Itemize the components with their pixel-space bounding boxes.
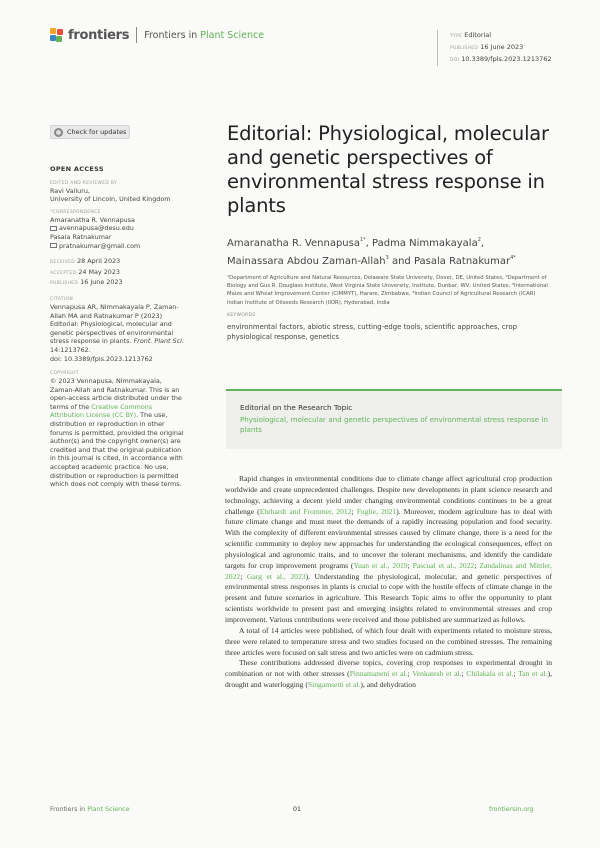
correspondence-block xyxy=(50,209,185,250)
accepted-label: ACCEPTED xyxy=(50,270,77,276)
research-topic-link[interactable]: Physiological, molecular and genetic perspectives of environmental stress response in plants xyxy=(240,415,548,434)
author-sep: , xyxy=(365,238,373,249)
citation-text: Vennapusa AR, Nimmakayala P, Zaman-Allah MA and Ratnakumar P (2023) Editorial: Physiological, molecular and genetic perspectives of environmental stress response in plants. xyxy=(50,302,179,346)
open-access-label: OPEN ACCESS xyxy=(50,165,104,173)
correspondent-name: Pasala Ratnakumar xyxy=(50,232,112,241)
text-span: Rapid changes in environmental conditions due to climate change affect agricultural crop production worldwide and create unprecedented challenges. Despite new developments in plant science research and technology, achieving a decent yield under changing environmental conditions continues to be a great challenge ( xyxy=(225,474,552,516)
footer-journal-name[interactable]: Plant Science xyxy=(87,806,130,813)
published-label: PUBLISHED xyxy=(450,46,479,51)
journal-name xyxy=(144,30,264,41)
copyright-label: COPYRIGHT xyxy=(50,371,79,377)
citation-link[interactable]: Pascual et al., 2022 xyxy=(412,560,475,570)
citation-link[interactable]: Tan et al. xyxy=(518,669,548,679)
accepted-value: 24 May 2023 xyxy=(78,267,120,276)
correspondence-label: *CORRESPONDENCE xyxy=(50,209,101,215)
edited-label: EDITED AND REVIEWED BY xyxy=(50,180,118,186)
frontiers-logo-icon xyxy=(50,28,64,42)
citation-link[interactable]: Zandalinas and Mittler, 2022 xyxy=(225,560,553,581)
crossmark-icon xyxy=(54,128,63,137)
doi-link[interactable]: 10.3389/fpls.2023.1213762 xyxy=(461,55,552,63)
citation-link[interactable]: Chilakala et al. xyxy=(466,669,514,679)
email-link[interactable]: avennapusa@desu.edu xyxy=(59,224,134,233)
author-sup: 2 xyxy=(477,237,481,243)
editor-name: Ravi Valluru, xyxy=(50,186,90,195)
text-span: ; xyxy=(461,669,467,679)
dates-block xyxy=(50,257,185,289)
page-number: 01 xyxy=(293,806,302,813)
edited-by-block xyxy=(50,180,185,204)
text-span: ). Moreover, modern agriculture has to deal with future climate change and must meet the demands of a rapidly increasing population and food security. With the complexity of different environmental stresses caused by climate change, there is a need for the scientific community to deploy new approaches for understanding the ecological consequences, effect on physiological and agronomic traits, and to uncover the tolerant mechanisms, and identify the candidate targets for crop improvement programs ( xyxy=(225,506,552,570)
mail-icon xyxy=(50,243,57,248)
paragraph xyxy=(225,474,552,626)
journal-prefix: Frontiers in xyxy=(144,29,198,41)
text-span: ; xyxy=(407,560,413,570)
citation-link[interactable]: Fuglie, 2021 xyxy=(356,506,397,516)
text-span: ), and dehydration xyxy=(360,680,416,690)
author-sep: and xyxy=(388,256,414,267)
text-span: ; xyxy=(407,669,413,679)
author-name[interactable]: Padma Nimmakayala xyxy=(372,238,478,249)
footer-journal xyxy=(50,806,129,813)
author-sup: 4* xyxy=(510,255,516,261)
citation-block xyxy=(50,296,185,363)
research-topic-box xyxy=(226,389,562,449)
check-updates-label: Check for updates xyxy=(67,127,127,136)
text-span: ; xyxy=(240,571,247,581)
license-link[interactable]: Creative Commons Attribution License (CC BY) xyxy=(50,402,153,420)
author-name[interactable]: Mainassara Abdou Zaman-Allah xyxy=(227,256,386,267)
copyright-text-end: . The use, distribution or reproduction in other forums is permitted, provided the original author(s) and the copyright owner(s) are credited and that the original publication in this journal is cited, in accordance with accepted academic practice. No use, distribution or reproduction is permitted which does not comply with these terms. xyxy=(50,411,184,489)
header-divider xyxy=(136,27,137,43)
citation-link[interactable]: Pinnamaneni et al. xyxy=(349,669,408,679)
author-list xyxy=(227,233,552,269)
affiliations: ¹Department of Agriculture and Natural Resources, Delaware State University, Dover, DE, United States, ²Department of Biology and Gus R. Douglass Institute, West Virginia State University, Institute, Dunbar, WV, United States, ³International Maize and Wheat Improvement Center (CIMMYT), Harare, Zimbabwe, ⁴Indian Council of Agricultural Research (ICAR) Indian Institute of Oilseeds Research (IIOR), Hyderabad, India xyxy=(227,275,548,306)
citation-volume: 14:1213762. xyxy=(50,345,91,354)
published-value: 16 June 2023 xyxy=(80,278,123,287)
citation-link[interactable]: Garg et al., 2023 xyxy=(246,571,306,581)
author-sup: 3 xyxy=(385,255,389,261)
research-topic-label: Editorial on the Research Topic xyxy=(240,403,353,412)
text-span: ). Understanding the physiological, molecular, and genetic perspectives of environmental stress responses in plants is crucial to cope with the hostile effects of climate change in the present and future scenarios in agriculture. This Research Topic aims to offer the opportunity to plant scientists worldwide to present past and emerging insights related to environmental stresses and crop improvement. Various contributions were received and those published are summarized as follows. xyxy=(225,571,553,624)
article-meta xyxy=(437,30,552,66)
author-name[interactable]: Amaranatha R. Vennapusa xyxy=(227,238,360,249)
paragraph: A total of 14 articles were published, of which four dealt with experiments related to moisture stress, three were related to temperature stress and two studies focused on the combined stresses. The remaining three articles were focused on salt stress and two articles were on cadmium stress. xyxy=(225,625,552,657)
citation-link[interactable]: Yuan et al., 2019 xyxy=(353,560,408,570)
citation-label: CITATION xyxy=(50,296,73,302)
article-body xyxy=(225,474,552,691)
mail-icon xyxy=(50,226,57,231)
email-link[interactable]: pratnakumar@gmail.com xyxy=(59,241,141,250)
copyright-block xyxy=(50,370,185,489)
author-name[interactable]: Pasala Ratnakumar xyxy=(413,256,511,267)
article-title: Editorial: Physiological, molecular and genetic perspectives of environmental stress response in plants xyxy=(227,122,549,217)
author-sep: , xyxy=(480,238,485,249)
citation-journal: Front. Plant Sci. xyxy=(133,337,184,346)
received-label: RECEIVED xyxy=(50,260,76,266)
text-span: ; xyxy=(474,560,480,570)
text-span: ), drought and waterlogging ( xyxy=(225,669,553,690)
type-label: TYPE xyxy=(450,34,463,39)
doi-label: DOI xyxy=(450,58,460,63)
correspondent-name: Amaranatha R. Vennapusa xyxy=(50,215,135,224)
published-label: PUBLISHED xyxy=(50,281,79,287)
keywords-label: KEYWORDS xyxy=(227,312,256,318)
author-sup: 1* xyxy=(359,237,366,243)
footer-site-link[interactable]: frontiersin.org xyxy=(489,806,534,813)
journal-title: Plant Science xyxy=(200,29,265,41)
copyright-text: © 2023 Vennapusa, Nimmakayala, Zaman-Allah and Ratnakumar. This is an open-access article distributed under the terms of the xyxy=(50,377,182,411)
text-span: ; xyxy=(513,669,519,679)
editor-affiliation: University of Lincoln, United Kingdom xyxy=(50,195,171,204)
citation-link[interactable]: Ehrhardt and Frommer, 2012 xyxy=(259,506,352,516)
citation-doi[interactable]: doi: 10.3389/fpls.2023.1213762 xyxy=(50,354,153,363)
citation-link[interactable]: Venkatesh et al. xyxy=(412,669,462,679)
brand-name: frontiers xyxy=(68,27,130,43)
footer-journal-prefix: Frontiers in xyxy=(50,806,86,813)
received-value: 28 April 2023 xyxy=(77,257,121,266)
paragraph xyxy=(225,658,552,691)
text-span: These contributions addressed diverse topics, covering crop responses to experimental drought in combination or not with other stresses ( xyxy=(225,658,552,679)
published-value: 16 June 2023 xyxy=(480,43,524,51)
check-for-updates-button[interactable] xyxy=(50,125,130,139)
citation-link[interactable]: Singamsetti et al. xyxy=(307,680,361,690)
type-value: Editorial xyxy=(464,31,492,39)
sidebar xyxy=(50,125,185,494)
frontiers-logo[interactable] xyxy=(50,27,264,43)
text-span: ; xyxy=(351,506,357,516)
article-header xyxy=(227,122,552,343)
keywords: environmental factors, abiotic stress, cutting-edge tools, scientific approaches, crop physiological response, genetics xyxy=(227,322,517,342)
